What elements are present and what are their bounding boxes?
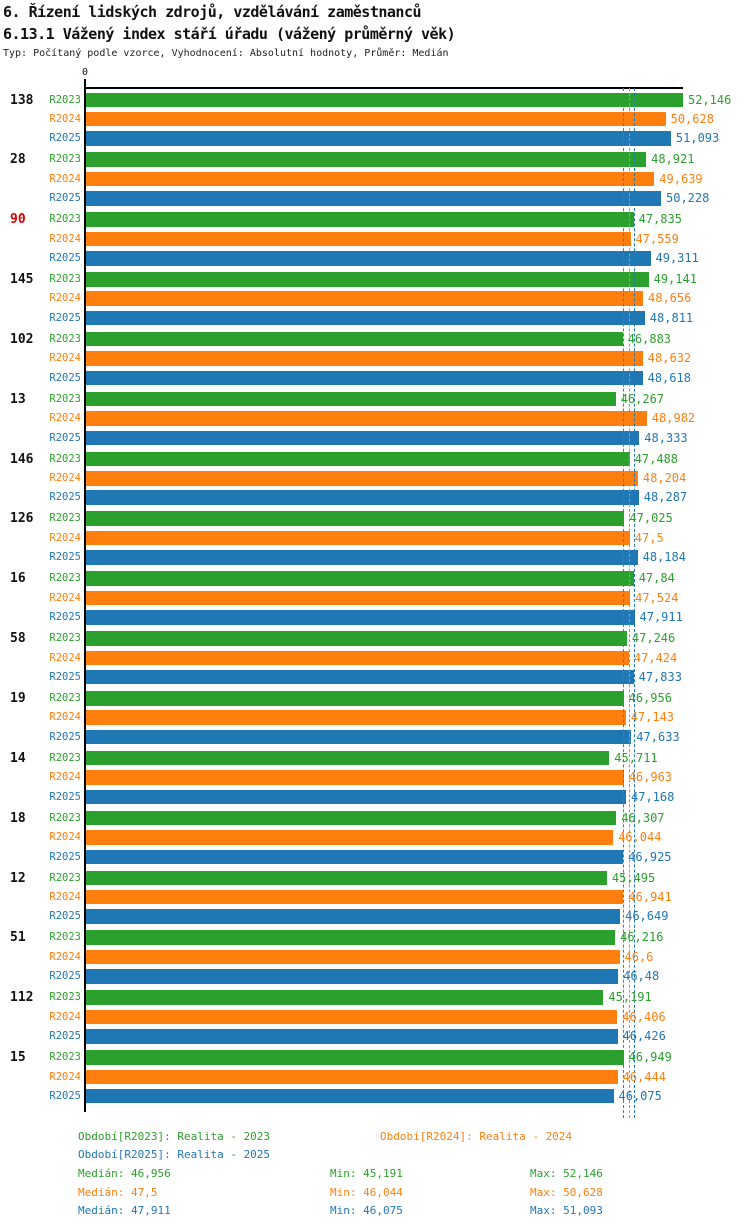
series-row-label-r2023: R2023 xyxy=(49,692,81,704)
series-row-label-r2023: R2023 xyxy=(49,153,81,166)
bar-r2024 xyxy=(86,351,643,366)
bar-r2024 xyxy=(86,291,643,306)
bar-value-label: 48,921 xyxy=(651,152,695,167)
bar-r2023 xyxy=(86,511,624,526)
bar-value-label: 47,168 xyxy=(631,789,675,804)
bar-value-label: 48,618 xyxy=(647,370,691,385)
category-label: 102 xyxy=(10,331,34,347)
bar-value-label: 47,143 xyxy=(630,710,675,725)
series-row-label-r2023: R2023 xyxy=(49,1051,81,1064)
bar-r2023 xyxy=(86,1050,624,1065)
series-row-label-r2023: R2023 xyxy=(49,452,81,465)
bar-r2023 xyxy=(86,452,630,467)
series-row-label-r2025: R2025 xyxy=(49,491,81,504)
bar-value-label: 48,811 xyxy=(649,310,694,325)
bar-value-label: 51,093 xyxy=(675,131,720,146)
series-row-label-r2025: R2025 xyxy=(49,1030,81,1043)
bar-r2025 xyxy=(86,969,618,984)
bar-value-label: 50,228 xyxy=(666,191,710,206)
series-row-label-r2025: R2025 xyxy=(49,431,81,444)
category-label: 146 xyxy=(10,451,34,467)
bar-r2023 xyxy=(86,392,616,407)
series-row-label-r2023: R2023 xyxy=(49,931,81,944)
series-row-label-r2025: R2025 xyxy=(49,252,81,264)
series-row-label-r2025: R2025 xyxy=(49,910,81,923)
bar-r2023 xyxy=(86,272,649,287)
series-row-label-r2025: R2025 xyxy=(49,790,81,803)
legend-period-r2025: Období[R2025]: Realita - 2025 xyxy=(78,1148,271,1161)
category-label: 51 xyxy=(10,930,26,946)
series-row-label-r2025: R2025 xyxy=(49,730,81,743)
legend-min-r2023: Min: 45,191 xyxy=(330,1167,403,1180)
bar-r2024 xyxy=(86,531,630,546)
bar-r2025 xyxy=(86,550,638,565)
series-row-label-r2024: R2024 xyxy=(49,352,81,365)
bar-value-label: 50,628 xyxy=(670,111,714,126)
series-row-label-r2024: R2024 xyxy=(49,651,81,664)
legend-period-r2023: Období[R2023]: Realita - 2023 xyxy=(78,1130,271,1143)
series-row-label-r2024: R2024 xyxy=(49,172,81,185)
series-row-label-r2023: R2023 xyxy=(49,332,81,345)
legend-period-r2024: Období[R2024]: Realita - 2024 xyxy=(380,1130,573,1143)
bar-value-label: 46,949 xyxy=(628,1050,672,1065)
bar-value-label: 46,426 xyxy=(622,1029,666,1044)
bar-value-label: 47,025 xyxy=(629,511,673,526)
bar-r2023 xyxy=(86,212,634,227)
legend-min-r2024: Min: 46,044 xyxy=(330,1185,403,1199)
series-row-label-r2023: R2023 xyxy=(49,213,81,226)
bar-value-label: 46,649 xyxy=(625,909,669,924)
series-row-label-r2023: R2023 xyxy=(49,811,81,824)
bar-value-label: 47,84 xyxy=(638,571,675,586)
series-row-label-r2024: R2024 xyxy=(49,890,81,903)
bar-r2025 xyxy=(86,850,623,865)
bar-r2025 xyxy=(86,490,639,505)
series-row-label-r2024: R2024 xyxy=(49,232,81,245)
legend-median-r2024: Medián: 47,5 xyxy=(78,1185,158,1199)
bar-r2024 xyxy=(86,232,631,247)
bar-value-label: 45,191 xyxy=(608,990,652,1005)
bar-r2025 xyxy=(86,610,635,625)
series-row-label-r2023: R2023 xyxy=(49,392,81,405)
legend-max-r2025: Max: 51,093 xyxy=(530,1204,603,1217)
series-row-label-r2024: R2024 xyxy=(49,591,81,604)
series-row-label-r2025: R2025 xyxy=(49,192,81,205)
bar-r2024 xyxy=(86,471,638,486)
bar-value-label: 48,982 xyxy=(651,411,696,426)
bar-value-label: 46,307 xyxy=(621,810,665,825)
series-row-label-r2023: R2023 xyxy=(49,871,81,884)
bar-value-label: 47,246 xyxy=(631,631,676,646)
legend-min-r2025: Min: 46,075 xyxy=(330,1204,403,1217)
bar-value-label: 48,204 xyxy=(642,471,687,485)
bar-value-label: 49,639 xyxy=(659,171,703,186)
category-label: 15 xyxy=(10,1050,26,1066)
series-row-label-r2024: R2024 xyxy=(49,1070,81,1083)
report-meta-line: Typ: Počítaný podle vzorce, Vyhodnocení: Absolutní hodnoty, Průměr: Medián xyxy=(3,48,449,59)
bar-r2025 xyxy=(86,670,634,685)
bar-r2025 xyxy=(86,311,645,326)
bar-r2025 xyxy=(86,1029,618,1044)
legend-max-r2024: Max: 50,628 xyxy=(530,1185,603,1199)
bar-value-label: 47,633 xyxy=(636,729,680,744)
series-row-label-r2025: R2025 xyxy=(49,611,81,624)
bar-value-label: 46,963 xyxy=(628,770,673,785)
bar-r2023 xyxy=(86,571,634,586)
series-row-label-r2024: R2024 xyxy=(49,112,81,125)
bar-value-label: 47,488 xyxy=(634,451,679,466)
bar-value-label: 47,911 xyxy=(639,610,683,625)
bar-r2023 xyxy=(86,990,603,1005)
bar-value-label: 48,287 xyxy=(643,490,688,505)
bar-r2023 xyxy=(86,930,615,945)
bar-value-label: 46,925 xyxy=(628,849,672,864)
category-label: 58 xyxy=(10,631,26,647)
bar-r2023 xyxy=(86,691,624,706)
bar-value-label: 47,524 xyxy=(635,590,679,605)
bar-r2023 xyxy=(86,871,607,886)
series-row-label-r2024: R2024 xyxy=(49,950,81,963)
bar-r2025 xyxy=(86,1089,614,1104)
bar-value-label: 45,495 xyxy=(611,870,656,885)
bar-value-label: 46,48 xyxy=(623,969,660,984)
category-label: 138 xyxy=(10,92,34,108)
bar-value-label: 46,883 xyxy=(627,331,672,346)
series-row-label-r2024: R2024 xyxy=(49,771,81,784)
bar-value-label: 49,141 xyxy=(653,272,697,287)
series-row-label-r2023: R2023 xyxy=(49,572,81,585)
category-label: 19 xyxy=(10,691,26,706)
bar-value-label: 46,444 xyxy=(622,1069,667,1084)
bar-r2025 xyxy=(86,371,643,386)
category-label: 126 xyxy=(10,511,34,527)
bar-r2024 xyxy=(86,830,613,845)
category-label: 90 xyxy=(10,212,26,228)
series-row-label-r2024: R2024 xyxy=(49,711,81,724)
bar-r2024 xyxy=(86,651,629,666)
series-row-label-r2024: R2024 xyxy=(49,412,81,425)
bar-r2024 xyxy=(86,112,666,127)
bar-value-label: 47,5 xyxy=(634,530,664,545)
series-row-label-r2023: R2023 xyxy=(49,273,81,286)
category-label: 14 xyxy=(10,750,26,766)
bar-value-label: 48,333 xyxy=(644,430,688,445)
bar-value-label: 48,656 xyxy=(648,291,692,306)
bar-r2023 xyxy=(86,811,616,826)
report-subtitle: 6.13.1 Vážený index stáří úřadu (vážený průměrný věk) xyxy=(3,25,456,43)
series-row-label-r2025: R2025 xyxy=(49,850,81,863)
bar-value-label: 46,406 xyxy=(622,1009,666,1024)
series-row-label-r2024: R2024 xyxy=(49,1010,81,1023)
bar-r2024 xyxy=(86,710,626,725)
bar-value-label: 47,835 xyxy=(638,212,682,227)
bar-r2025 xyxy=(86,909,620,924)
bar-value-label: 47,559 xyxy=(635,231,679,246)
bar-r2025 xyxy=(86,191,661,206)
bar-r2025 xyxy=(86,790,626,805)
bar-value-label: 46,941 xyxy=(628,889,672,904)
bar-value-label: 49,311 xyxy=(655,251,699,265)
series-row-label-r2023: R2023 xyxy=(49,512,81,525)
bar-value-label: 47,833 xyxy=(638,669,682,684)
series-row-label-r2025: R2025 xyxy=(49,670,81,683)
bar-value-label: 47,424 xyxy=(633,650,678,665)
bar-r2024 xyxy=(86,950,620,965)
category-label: 13 xyxy=(10,391,26,407)
bar-value-label: 48,184 xyxy=(642,550,686,565)
bar-r2024 xyxy=(86,591,630,606)
bar-r2024 xyxy=(86,1070,618,1085)
bar-r2025 xyxy=(86,131,671,146)
bar-r2025 xyxy=(86,730,631,745)
bar-value-label: 48,632 xyxy=(647,351,692,366)
x-axis-line xyxy=(85,87,683,89)
bar-value-label: 46,075 xyxy=(618,1088,662,1103)
bar-value-label: 46,044 xyxy=(618,830,662,845)
bar-r2024 xyxy=(86,1010,617,1025)
bar-value-label: 52,146 xyxy=(688,92,732,107)
bar-r2023 xyxy=(86,332,623,347)
series-row-label-r2024: R2024 xyxy=(49,292,81,305)
series-row-label-r2023: R2023 xyxy=(49,632,81,645)
bar-value-label: 46,267 xyxy=(620,391,665,406)
report-title: 6. Řízení lidských zdrojů, vzdělávání zaměstnanců xyxy=(3,3,422,21)
bar-value-label: 45,711 xyxy=(614,750,658,765)
series-row-label-r2025: R2025 xyxy=(49,970,81,983)
category-label: 12 xyxy=(10,870,26,886)
bar-r2023 xyxy=(86,751,609,766)
bar-value-label: 46,216 xyxy=(620,930,664,945)
category-label: 145 xyxy=(10,272,34,288)
bar-r2023 xyxy=(86,93,683,108)
bar-r2024 xyxy=(86,411,647,426)
median-line-r2023 xyxy=(623,88,624,1118)
series-row-label-r2024: R2024 xyxy=(49,472,81,484)
series-row-label-r2025: R2025 xyxy=(49,551,81,564)
legend-max-r2023: Max: 52,146 xyxy=(530,1167,603,1180)
bar-r2024 xyxy=(86,770,624,785)
category-label: 112 xyxy=(10,990,34,1006)
series-row-label-r2023: R2023 xyxy=(49,93,81,106)
series-row-label-r2025: R2025 xyxy=(49,1089,81,1102)
category-label: 28 xyxy=(10,152,26,168)
legend-median-r2023: Medián: 46,956 xyxy=(78,1167,171,1180)
bar-value-label: 46,956 xyxy=(628,691,672,705)
x-axis-origin-label: 0 xyxy=(81,67,89,78)
bar-r2023 xyxy=(86,152,646,167)
series-row-label-r2023: R2023 xyxy=(49,991,81,1004)
legend-median-r2025: Medián: 47,911 xyxy=(78,1204,171,1217)
series-row-label-r2025: R2025 xyxy=(49,132,81,145)
category-label: 16 xyxy=(10,571,26,587)
bar-r2025 xyxy=(86,251,651,266)
bar-r2023 xyxy=(86,631,627,646)
bar-r2024 xyxy=(86,172,654,187)
category-label: 18 xyxy=(10,810,26,826)
bar-r2024 xyxy=(86,890,623,905)
bar-value-label: 46,6 xyxy=(624,949,654,964)
series-row-label-r2024: R2024 xyxy=(49,831,81,844)
series-row-label-r2023: R2023 xyxy=(49,751,81,764)
bar-r2025 xyxy=(86,431,639,446)
series-row-label-r2025: R2025 xyxy=(49,371,81,384)
series-row-label-r2024: R2024 xyxy=(49,531,81,544)
series-row-label-r2025: R2025 xyxy=(49,311,81,324)
